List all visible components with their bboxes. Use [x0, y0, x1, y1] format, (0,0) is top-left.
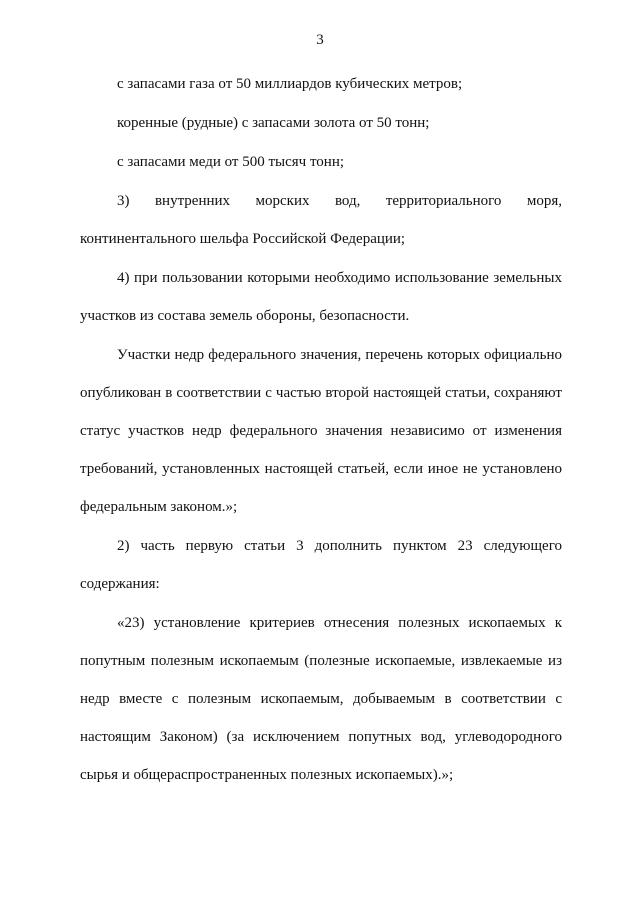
text-line: с запасами газа от 50 миллиардов кубических метров; — [117, 76, 463, 92]
text-line: опубликован в соответствии с частью второй настоящей статьи, сохраняют — [80, 385, 562, 401]
text-line: содержания: — [80, 576, 160, 592]
text-line: континентального шельфа Российской Федерации; — [80, 231, 406, 247]
text-line: коренные (рудные) с запасами золота от 50 тонн; — [117, 115, 430, 131]
page-number: 3 — [316, 32, 324, 48]
text-line: участков из состава земель обороны, безопасности. — [80, 308, 410, 324]
text-line: попутным полезным ископаемым (полезные ископаемые, извлекаемые из — [80, 653, 562, 669]
text-line: сырья и общераспространенных полезных ископаемых).»; — [80, 767, 454, 783]
text-line: недр вместе с полезным ископаемым, добываемым в соответствии с — [80, 691, 562, 707]
text-line: федеральным законом.»; — [80, 499, 238, 515]
text-line: 2) часть первую статьи 3 дополнить пунктом 23 следующего — [117, 538, 562, 554]
text-line: «23) установление критериев отнесения полезных ископаемых к — [117, 615, 562, 631]
text-line: статус участков недр федерального значения независимо от изменения — [80, 423, 562, 439]
text-line: настоящим Законом) (за исключением попутных вод, углеводородного — [80, 729, 562, 745]
text-line: 3) внутренних морских вод, территориального моря, — [117, 193, 562, 209]
text-line: с запасами меди от 500 тысяч тонн; — [117, 154, 345, 170]
text-line: требований, установленных настоящей статьей, если иное не установлено — [80, 461, 562, 477]
text-line: 4) при пользовании которыми необходимо использование земельных — [117, 270, 562, 286]
text-line: Участки недр федерального значения, перечень которых официально — [117, 347, 562, 363]
